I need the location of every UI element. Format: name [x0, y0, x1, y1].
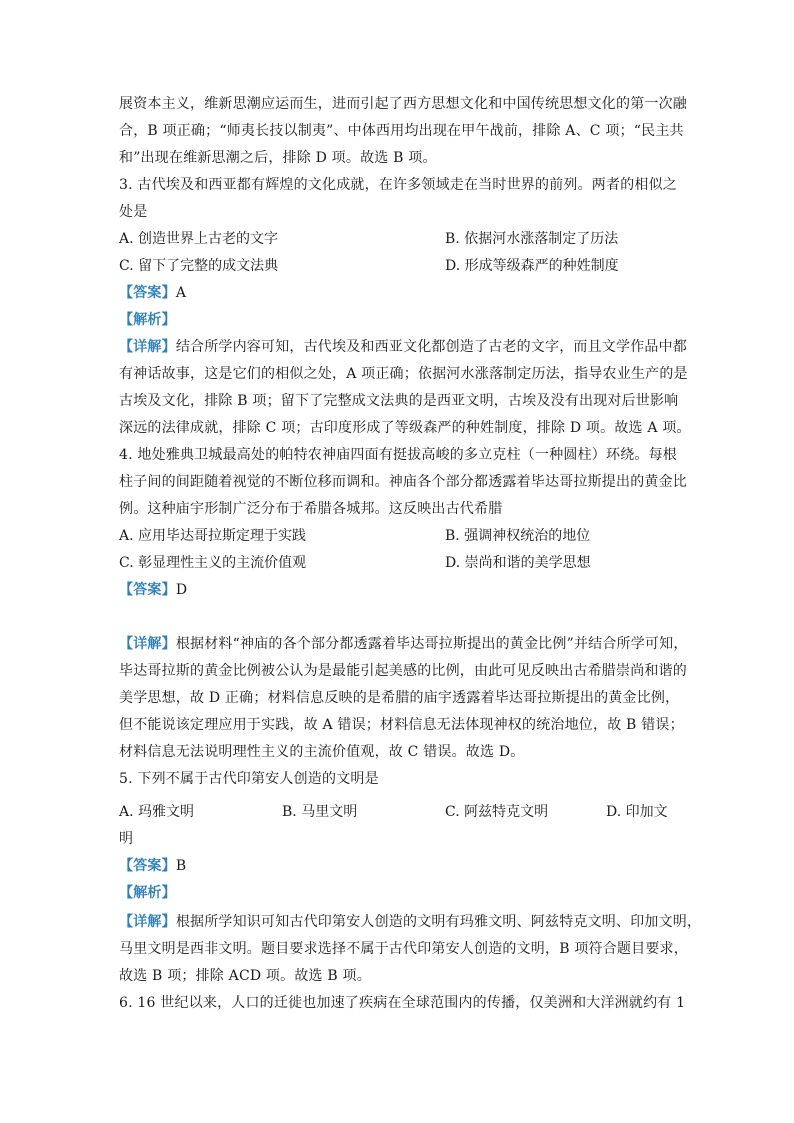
q4-detail-line-5: 材料信息无法说明理性主义的主流价值观，故 C 错误。故选 D。 [119, 744, 525, 760]
q4-stem-line-2: 柱子间的间距随着视觉的不断位移而调和。神庙各个部分都透露着毕达哥拉斯提出的黄金比 [119, 474, 687, 490]
q3-detail-line-2: 有神话故事，这是它们的相似之处，A 项正确；依据河水涨落制定历法，指导农业生产的是 [119, 366, 688, 382]
q3-detail-line-3: 古埃及文化，排除 B 项；留下了完整成文法典的是西亚文明，古埃及没有出现对后世影响 [119, 393, 679, 409]
q3-stem-line-1: 3. 古代埃及和西亚都有辉煌的文化成就，在许多领域走在当时世界的前列。两者的相似之 [119, 177, 678, 193]
q3-answer [119, 283, 679, 303]
q4-option-c: C. 彰显理性主义的主流价值观 [119, 555, 307, 571]
q5-detail-line-1 [119, 912, 702, 932]
q4-option-a: A. 应用毕达哥拉斯定理于实践 [119, 528, 307, 544]
q5-answer [119, 856, 679, 876]
q4-stem-line-3: 例。这种庙宇形制广泛分布于希腊各城邦。这反映出古代希腊 [119, 501, 503, 517]
q4-detail-line-3: 美学思想，故 D 正确；材料信息反映的是希腊的庙宇透露着毕达哥拉斯提出的黄金比例， [119, 690, 680, 706]
q3-option-d: D. 形成等级森严的种姓制度 [445, 258, 619, 274]
analysis-label: 【解析】 [119, 312, 176, 328]
q5-detail-line-3: 故选 B 项；排除 ACD 项。故选 B 项。 [119, 968, 371, 984]
q5-stem: 5. 下列不属于古代印第安人创造的文明是 [119, 771, 379, 787]
intro-line-1: 展资本主义，维新思潮应运而生，进而引起了西方思想文化和中国传统思想文化的第一次融 [119, 96, 687, 112]
intro-line-2: 合，B 项正确；“师夷长技以制夷”、中体西用均出现在甲午战前，排除 A、C 项；“民主共 [119, 123, 684, 139]
answer-label: 【答案】 [119, 285, 176, 301]
q5-option-a: A. 玛雅文明 [119, 804, 195, 820]
answer-value: A [175, 285, 187, 301]
q5-option-d: D. 印加文 [606, 804, 668, 820]
q5-analysis [119, 883, 679, 903]
q5-option-c: C. 阿兹特克文明 [445, 804, 549, 820]
q3-detail-line-1 [119, 337, 688, 357]
q3-stem-line-2: 处是 [119, 204, 148, 220]
answer-value: D [175, 582, 188, 598]
detail-label: 【详解】 [119, 339, 176, 355]
detail-text: 根据所学知识可知古代印第安人创造的文明有玛雅文明、阿兹特克文明、印加文明， [175, 914, 702, 930]
detail-text: 根据材料“神庙的各个部分都透露着毕达哥拉斯提出的黄金比例”并结合所学可知， [175, 636, 688, 652]
q4-detail-line-1 [119, 634, 688, 654]
q4-option-d: D. 崇尚和谐的美学思想 [445, 555, 591, 571]
analysis-label: 【解析】 [119, 885, 176, 901]
detail-label: 【详解】 [119, 914, 176, 930]
q5-detail-line-2: 马里文明是西非文明。题目要求选择不属于古代印第安人创造的文明，B 项符合题目要求， [119, 941, 688, 957]
answer-label: 【答案】 [119, 582, 176, 598]
detail-text: 结合所学内容可知，古代埃及和西亚文化都创造了古老的文字，而且文学作品中都 [175, 339, 688, 355]
q6-stem: 6. 16 世纪以来，人口的迁徙也加速了疾病在全球范围内的传播，仅美洲和大洋洲就约有 1 [119, 995, 686, 1011]
q3-option-a: A. 创造世界上古老的文字 [119, 231, 279, 247]
detail-label: 【详解】 [119, 636, 176, 652]
intro-line-3: 和”出现在维新思潮之后，排除 D 项。故选 B 项。 [119, 150, 437, 166]
q3-option-b: B. 依据河水涨落制定了历法 [445, 231, 619, 247]
q4-option-b: B. 强调神权统治的地位 [445, 528, 591, 544]
q3-analysis [119, 310, 679, 330]
q4-detail-line-2: 毕达哥拉斯的黄金比例被公认为是最能引起美感的比例，由此可见反映出古希腊崇尚和谐的 [119, 663, 687, 679]
q5-option-d-wrap: 明 [119, 831, 133, 847]
q3-detail-line-4: 深远的法律成就，排除 C 项；古印度形成了等级森严的种姓制度，排除 D 项。故选 A 项。 [119, 420, 691, 436]
answer-label: 【答案】 [119, 858, 176, 874]
answer-value: B [175, 858, 187, 874]
q4-answer [119, 580, 679, 600]
q4-detail-line-4: 但不能说该定理应用于实践，故 A 错误；材料信息无法体现神权的统治地位，故 B 错误； [119, 717, 684, 733]
q4-stem-line-1: 4. 地处雅典卫城最高处的帕特农神庙四面有挺拔高峻的多立克柱（一种圆柱）环绕。每根 [119, 447, 678, 463]
q3-option-c: C. 留下了完整的成文法典 [119, 258, 279, 274]
q5-option-b: B. 马里文明 [282, 804, 358, 820]
